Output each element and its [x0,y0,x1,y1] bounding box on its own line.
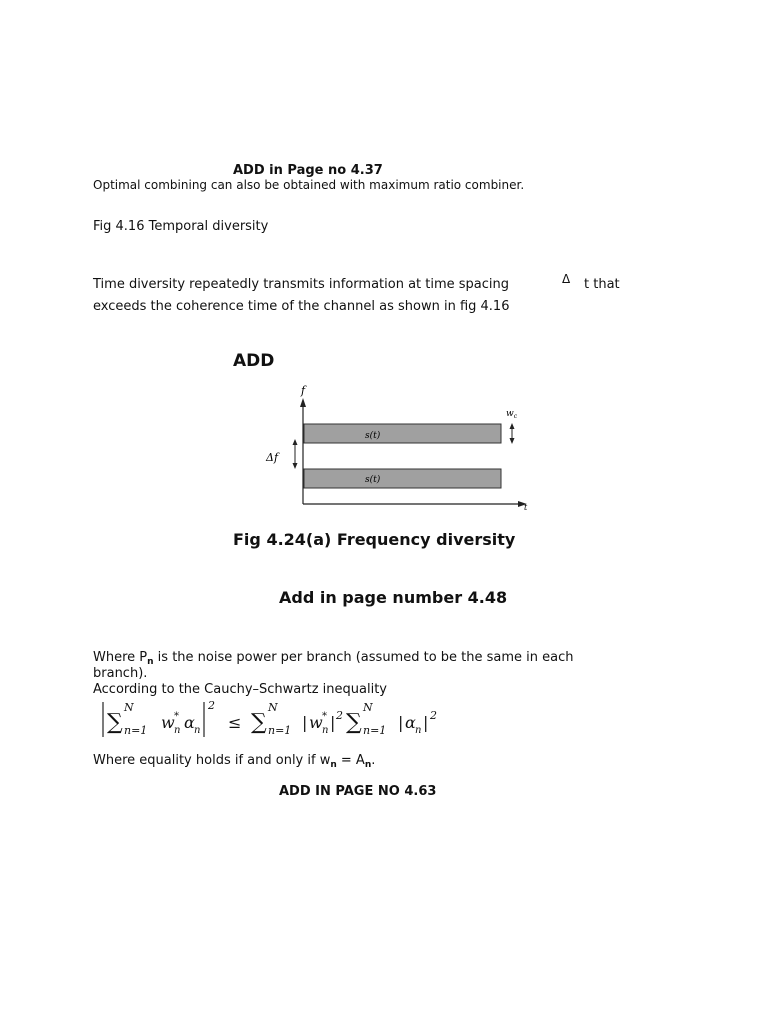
svg-text:w: w [309,713,323,732]
svg-text:|: | [330,713,336,732]
heading-page-463: ADD IN PAGE NO 4.63 [279,784,437,799]
svg-text:n: n [194,725,201,736]
svg-text:n: n [415,725,422,736]
f-axis-label: f [301,384,306,397]
svg-text:n=1: n=1 [124,724,148,737]
svg-text:N: N [363,701,373,714]
svg-text:2: 2 [336,709,343,722]
svg-text:n: n [174,725,181,736]
signal-label-top: s(t) [365,431,381,441]
svg-text:∑: ∑ [251,710,267,735]
t-axis-label: t [524,503,528,512]
svg-text:∑: ∑ [107,710,123,735]
svg-text:|: | [302,713,308,732]
time-diversity-line-1: Time diversity repeatedly transmits information at time spacing [93,277,510,292]
delta-f-label: Δf [266,451,279,464]
optimal-combining-text: Optimal combining can also be obtained with maximum ratio combiner. [93,178,525,192]
svg-text:≤: ≤ [228,713,242,732]
cauchy-schwartz-inequality [96,697,456,745]
delta-symbol: Δ [562,272,571,286]
svg-text:N: N [268,701,278,714]
time-diversity-line-2: exceeds the coherence time of the channel as shown in fig 4.16 [93,299,510,314]
svg-text:w: w [161,713,175,732]
svg-text:2: 2 [208,699,215,712]
svg-text:|: | [423,713,429,732]
svg-text:N: N [124,701,134,714]
f-axis-arrowhead [300,398,306,407]
svg-text:n: n [322,725,329,736]
cauchy-schwartz-line: According to the Cauchy–Schwartz inequality [93,682,387,697]
signal-bar-bottom [304,469,501,488]
svg-text:α: α [405,713,416,732]
svg-text:n=1: n=1 [268,724,292,737]
time-diversity-line-1-end: t that [584,277,620,292]
svg-text:*: * [322,711,327,722]
add-label: ADD [233,351,275,371]
fig-424-caption: Fig 4.24(a) Frequency diversity [233,530,516,549]
heading-page-448: Add in page number 4.48 [279,588,508,607]
heading-page-437: ADD in Page no 4.37 [233,163,383,178]
noise-power-line-2: branch). [93,666,148,681]
wc-label: $w_c$ [506,409,518,420]
frequency-diversity-figure [255,382,535,514]
signal-bar-top [304,424,501,443]
signal-label-bottom: s(t) [365,475,381,485]
noise-power-line-1: Where $P_n$ is the noise power per branch (assumed to be the same in each [93,650,574,667]
equality-condition-line: Where equality holds if and only if $w_n = A_n$. [93,753,376,770]
svg-text:|: | [398,713,404,732]
fig-416-caption: Fig 4.16 Temporal diversity [93,219,269,234]
svg-text:*: * [174,711,179,722]
svg-text:2: 2 [430,709,437,722]
svg-text:n=1: n=1 [363,724,387,737]
svg-text:α: α [184,713,195,732]
svg-text:∑: ∑ [346,710,362,735]
